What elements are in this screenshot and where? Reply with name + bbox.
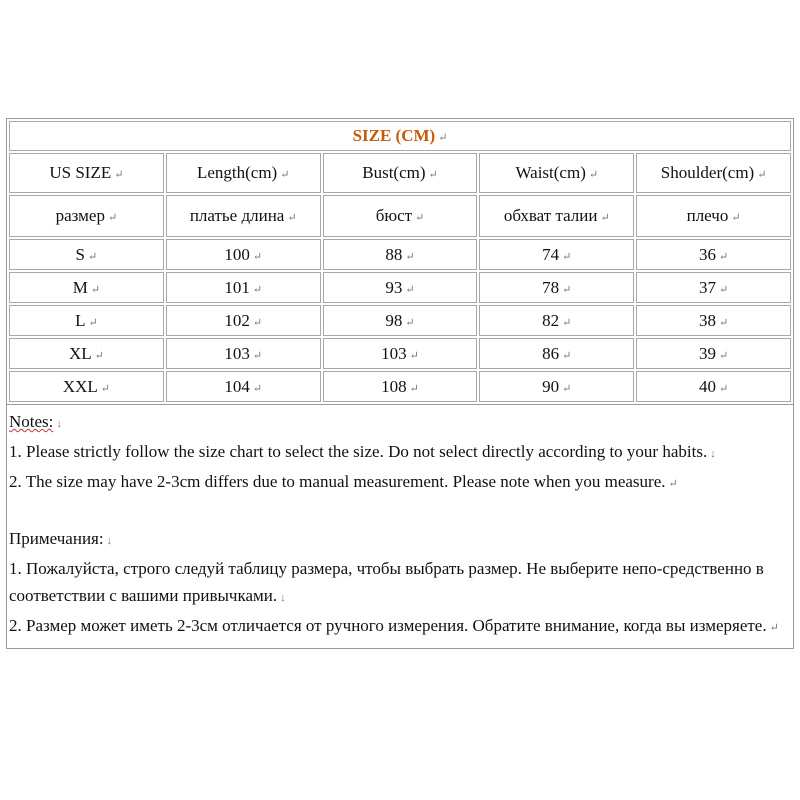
- table-cell: [636, 305, 791, 336]
- cell-value: S: [75, 244, 86, 264]
- table-cell: [9, 371, 164, 402]
- notes-section: [7, 404, 793, 648]
- table-cell: [9, 305, 164, 336]
- cell-value: M: [72, 277, 88, 297]
- table-cell: [479, 371, 634, 402]
- table-cell: [636, 338, 791, 369]
- size-chart-title: SIZE (CM): [352, 126, 436, 145]
- table-cell: [323, 272, 478, 303]
- table-cell: [479, 338, 634, 369]
- cell-value: 86: [542, 343, 560, 363]
- cell-value: 90: [542, 376, 560, 396]
- return-mark-icon: ↵: [438, 132, 448, 144]
- return-mark-icon: ↵: [757, 169, 767, 181]
- notes-item-text: 2. Размер может иметь 2-3см отличается от ручного измерения. Обратите внимание, когда вы измеряете.: [9, 616, 767, 635]
- down-arrow-mark-icon: ↓: [106, 535, 113, 547]
- header-talii: обхват талии: [503, 206, 598, 225]
- header-cell: [479, 153, 634, 193]
- notes-heading-en: [9, 408, 787, 438]
- header-cell: [323, 195, 478, 237]
- table-row: [9, 338, 791, 369]
- header-waist: Waist(cm): [515, 163, 586, 182]
- notes-item-en-2: [9, 468, 787, 498]
- table-cell: [479, 239, 634, 270]
- header-cell: [166, 195, 321, 237]
- cell-value: XL: [68, 343, 92, 363]
- cell-value: 88: [385, 244, 403, 264]
- return-mark-icon: ↵: [718, 316, 729, 329]
- return-mark-icon: ↵: [88, 316, 98, 329]
- cell-value: 108: [381, 376, 407, 396]
- return-mark-icon: ↵: [90, 283, 101, 296]
- header-bust: Bust(cm): [362, 163, 426, 182]
- notes-heading-text: Notes:: [9, 412, 54, 431]
- table-cell: [9, 272, 164, 303]
- return-mark-icon: ↵: [409, 382, 419, 395]
- notes-heading-text: Примечания:: [9, 529, 104, 548]
- header-cell: [636, 195, 791, 237]
- return-mark-icon: ↵: [252, 250, 263, 263]
- table-cell: [323, 239, 478, 270]
- return-mark-icon: ↵: [88, 250, 98, 263]
- return-mark-icon: ↵: [588, 169, 599, 181]
- notes-item-ru-2: [9, 612, 787, 642]
- notes-item-text: 2. The size may have 2-3cm differs due to manual measurement. Please note when you measure.: [9, 472, 666, 491]
- notes-item-ru-1: [9, 555, 787, 612]
- return-mark-icon: ↵: [600, 212, 610, 224]
- return-mark-icon: ↵: [252, 283, 263, 296]
- header-razmer: размер: [55, 206, 105, 225]
- return-mark-icon: ↵: [668, 478, 678, 490]
- down-arrow-mark-icon: ↓: [56, 418, 62, 430]
- notes-item-text: 1. Пожалуйста, строго следуй таблицу размера, чтобы выбрать размер. Не выберите непо-средственно в соответствии с вашими привычками.: [9, 559, 764, 605]
- return-mark-icon: ↵: [405, 283, 415, 296]
- cell-value: 101: [224, 277, 250, 297]
- table-cell: [166, 239, 321, 270]
- return-mark-icon: ↵: [415, 212, 425, 224]
- return-mark-icon: ↵: [731, 212, 741, 224]
- cell-value: 100: [224, 244, 250, 264]
- header-byust: бюст: [375, 206, 413, 225]
- return-mark-icon: ↵: [107, 212, 118, 224]
- return-mark-icon: ↵: [100, 382, 110, 395]
- title-row: [9, 121, 791, 151]
- return-mark-icon: ↵: [409, 349, 419, 362]
- cell-value: 37: [698, 277, 716, 297]
- return-mark-icon: ↵: [718, 349, 729, 362]
- header-shoulder: Shoulder(cm): [660, 163, 755, 182]
- down-arrow-mark-icon: ↓: [280, 592, 286, 604]
- table-cell: [636, 239, 791, 270]
- notes-heading-ru: [9, 525, 787, 555]
- header-cell: [9, 195, 164, 237]
- header-length: Length(cm): [196, 163, 278, 182]
- table-cell: [166, 338, 321, 369]
- return-mark-icon: ↵: [562, 250, 572, 263]
- table-row: [9, 371, 791, 402]
- cell-value: 38: [698, 310, 716, 330]
- cell-value: 39: [698, 343, 716, 363]
- cell-value: 103: [224, 343, 250, 363]
- return-mark-icon: ↵: [287, 212, 297, 224]
- header-cell: [9, 153, 164, 193]
- cell-value: 104: [224, 376, 250, 396]
- table-cell: [9, 239, 164, 270]
- cell-value: 93: [385, 277, 403, 297]
- return-mark-icon: ↵: [252, 349, 263, 362]
- cell-value: 40: [698, 376, 716, 396]
- notes-item-en-1: [9, 438, 787, 468]
- header-cell: [323, 153, 478, 193]
- table-cell: [9, 338, 164, 369]
- return-mark-icon: ↵: [405, 316, 415, 329]
- notes-item-text: 1. Please strictly follow the size chart to select the size. Do not select directly according to your habits.: [9, 442, 708, 461]
- return-mark-icon: ↵: [718, 382, 729, 395]
- return-mark-icon: ↵: [252, 382, 263, 395]
- table-cell: [479, 272, 634, 303]
- cell-value: 98: [385, 310, 403, 330]
- table-cell: [166, 272, 321, 303]
- return-mark-icon: ↵: [114, 169, 124, 181]
- return-mark-icon: ↵: [252, 316, 263, 329]
- header-cell: [166, 153, 321, 193]
- return-mark-icon: ↵: [428, 169, 438, 181]
- header-row-en: [9, 153, 791, 193]
- notes-gap: [9, 498, 787, 525]
- return-mark-icon: ↵: [562, 283, 572, 296]
- header-cell: [479, 195, 634, 237]
- size-chart-document: [6, 118, 794, 649]
- size-table: [7, 119, 793, 404]
- table-row: [9, 239, 791, 270]
- table-cell: [323, 338, 478, 369]
- table-cell: [166, 305, 321, 336]
- down-arrow-mark-icon: ↓: [710, 448, 716, 460]
- table-cell: [636, 371, 791, 402]
- header-row-ru: [9, 195, 791, 237]
- return-mark-icon: ↵: [562, 382, 572, 395]
- return-mark-icon: ↵: [94, 349, 104, 362]
- cell-value: XXL: [62, 376, 98, 396]
- table-cell: [166, 371, 321, 402]
- header-us-size: US SIZE: [49, 163, 112, 182]
- cell-value: L: [75, 310, 86, 330]
- return-mark-icon: ↵: [562, 316, 572, 329]
- cell-value: 36: [698, 244, 716, 264]
- cell-value: 103: [381, 343, 407, 363]
- header-dlina: платье длина: [189, 206, 285, 225]
- return-mark-icon: ↵: [769, 622, 779, 634]
- table-row: [9, 272, 791, 303]
- return-mark-icon: ↵: [562, 349, 572, 362]
- header-cell: [636, 153, 791, 193]
- cell-value: 102: [224, 310, 250, 330]
- title-cell: [9, 121, 791, 151]
- return-mark-icon: ↵: [405, 250, 415, 263]
- header-plecho: плечо: [686, 206, 729, 225]
- return-mark-icon: ↵: [280, 169, 290, 181]
- table-cell: [323, 371, 478, 402]
- cell-value: 78: [542, 277, 560, 297]
- cell-value: 74: [542, 244, 560, 264]
- table-cell: [479, 305, 634, 336]
- table-cell: [323, 305, 478, 336]
- table-row: [9, 305, 791, 336]
- return-mark-icon: ↵: [718, 283, 729, 296]
- table-cell: [636, 272, 791, 303]
- return-mark-icon: ↵: [718, 250, 729, 263]
- cell-value: 82: [542, 310, 560, 330]
